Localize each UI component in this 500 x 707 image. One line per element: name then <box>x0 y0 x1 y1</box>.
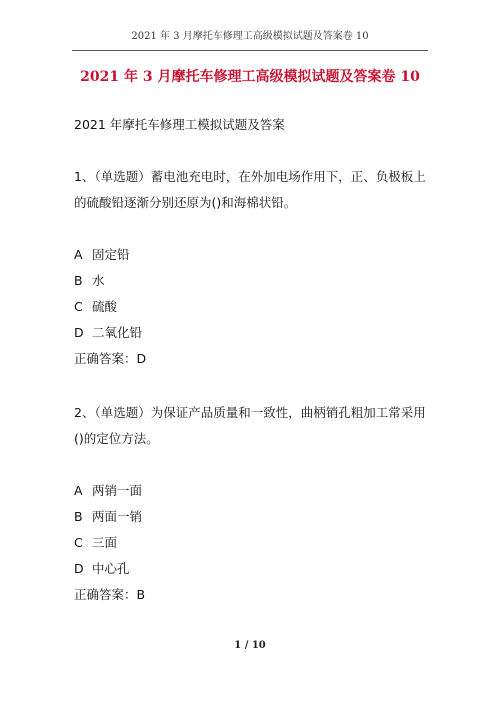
header-divider <box>72 50 428 51</box>
option-letter: A <box>74 247 83 262</box>
option-item <box>74 268 430 294</box>
option-text: 两面一销 <box>91 509 142 524</box>
option-text: 中心孔 <box>91 561 130 576</box>
option-text: 水 <box>91 273 105 288</box>
option-item <box>74 556 430 582</box>
option-list <box>74 242 430 346</box>
document-title: 2021 年 3 月摩托车修理工高级模拟试题及答案卷 10 <box>80 69 420 85</box>
option-item <box>74 478 430 504</box>
page-number: 1 / 10 <box>234 640 266 651</box>
question-2 <box>74 400 430 608</box>
option-text: 硫酸 <box>91 299 117 314</box>
correct-answer: 正确答案：B <box>74 587 146 602</box>
option-list <box>74 478 430 582</box>
option-letter: B <box>74 509 83 524</box>
option-letter: C <box>74 535 83 550</box>
option-letter: A <box>74 483 83 498</box>
option-letter: D <box>74 325 84 340</box>
option-text: 三面 <box>91 535 117 550</box>
option-item <box>74 294 430 320</box>
option-text: 固定铅 <box>91 247 130 262</box>
option-item <box>74 504 430 530</box>
option-text: 二氧化铅 <box>91 325 142 340</box>
option-item <box>74 320 430 346</box>
option-letter: C <box>74 299 83 314</box>
question-text: 2、（单选题）为保证产品质量和一致性，曲柄销孔粗加工常采用()的定位方法。 <box>74 405 426 446</box>
running-header: 2021 年 3 月摩托车修理工高级模拟试题及答案卷 10 <box>131 31 369 42</box>
question-1 <box>74 164 430 372</box>
option-item <box>74 242 430 268</box>
option-item <box>74 530 430 556</box>
document-subtitle: 2021 年摩托车修理工模拟试题及答案 <box>74 117 285 132</box>
question-text: 1、（单选题）蓄电池充电时，在外加电场作用下，正、负极板上的硫酸铅逐渐分别还原为()和海棉状铅。 <box>74 169 426 210</box>
option-letter: B <box>74 273 83 288</box>
correct-answer: 正确答案：D <box>74 351 147 366</box>
option-letter: D <box>74 561 84 576</box>
option-text: 两销一面 <box>91 483 142 498</box>
